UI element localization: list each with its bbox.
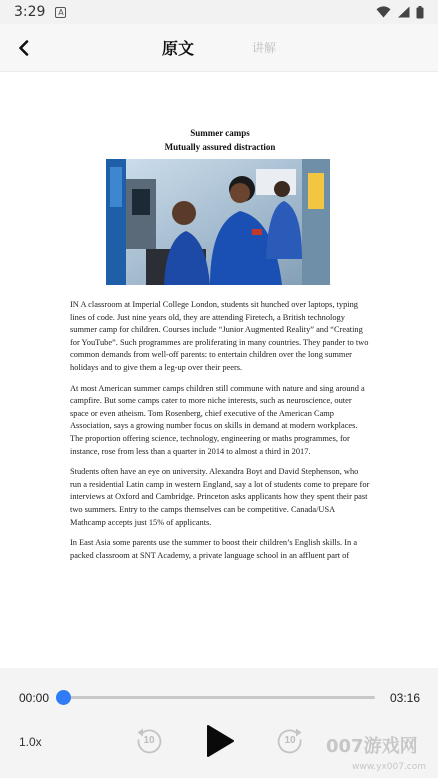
- back-chevron-icon: [17, 40, 31, 56]
- total-time: 03:16: [390, 691, 421, 705]
- play-button[interactable]: [204, 724, 236, 758]
- rewind-label: 10: [143, 735, 155, 746]
- status-time: 3:29: [14, 4, 46, 20]
- back-button[interactable]: [12, 36, 36, 60]
- status-bar: [0, 0, 438, 24]
- battery-icon: [416, 6, 424, 19]
- article-title: Summer camps: [190, 128, 250, 138]
- playback-speed-button[interactable]: 1.0x: [19, 735, 42, 749]
- article-photo: [106, 159, 330, 285]
- tab-original[interactable]: 原文: [162, 39, 195, 58]
- forward-label: 10: [284, 735, 296, 746]
- watermark-brand: 007游戏网: [326, 736, 418, 757]
- article-document: [70, 72, 370, 668]
- play-icon: [204, 724, 236, 758]
- article-paragraph: IN A classroom at Imperial College London, students sit hunched over laptops, typing lines of code. Just nine years old, they are attending Firetech, a British technology summer camp for children. Courses include “Junior Augmented Reality” and “Creating for YouTube”. Such programmes are proliferating in many countries. They pander to two common demands from well-off parents: to entertain children over the long summer holidays and to give them a leg-up over their peers.: [70, 300, 369, 372]
- watermark-url: www.yx007.com: [352, 762, 427, 772]
- progress-knob[interactable]: [56, 690, 71, 705]
- signal-icon: [397, 6, 410, 18]
- article-subtitle: Mutually assured distraction: [164, 142, 276, 152]
- notification-icon: A: [55, 7, 66, 18]
- article-paragraph: Students often have an eye on university. Alexandra Boyt and David Stephenson, who run a residential Latin camp in western England, say a lot of students come to prepare for interviews at Oxford and Cambridge. Princeton asks applicants how they spent their past two summers. Entry to the camps themselves can be competitive. Canada/USA Mathcamp accepts just 15% of applicants.: [70, 467, 370, 527]
- tab-explain[interactable]: 讲解: [252, 41, 277, 55]
- rewind-10-button[interactable]: [134, 726, 164, 756]
- forward-10-button[interactable]: [275, 726, 305, 756]
- app-bar: [0, 24, 438, 72]
- current-time: 00:00: [19, 691, 50, 705]
- wifi-icon: [376, 6, 391, 18]
- status-icons: [376, 6, 424, 19]
- article-paragraph: In East Asia some parents use the summer to boost their children’s English skills. In a packed classroom at SNT Academy, a private language school in an affluent part of: [70, 538, 358, 560]
- progress-slider[interactable]: [63, 696, 375, 699]
- article-body: [70, 299, 370, 562]
- audio-player: [0, 668, 438, 778]
- article-paragraph: At most American summer camps children still commune with nature and sing around a campfire. But some camps cater to more niche interests, such as neuroscience, outer space or even atheism. Tom Rosenberg, chief executive of the American Camp Association, says a growing number focus on skills in demand at modern workplaces. The proportion offering science, technology, engineering or maths programmes, for instance, rose from less than a quarter in 2014 to almost a third in 2017.: [70, 383, 365, 456]
